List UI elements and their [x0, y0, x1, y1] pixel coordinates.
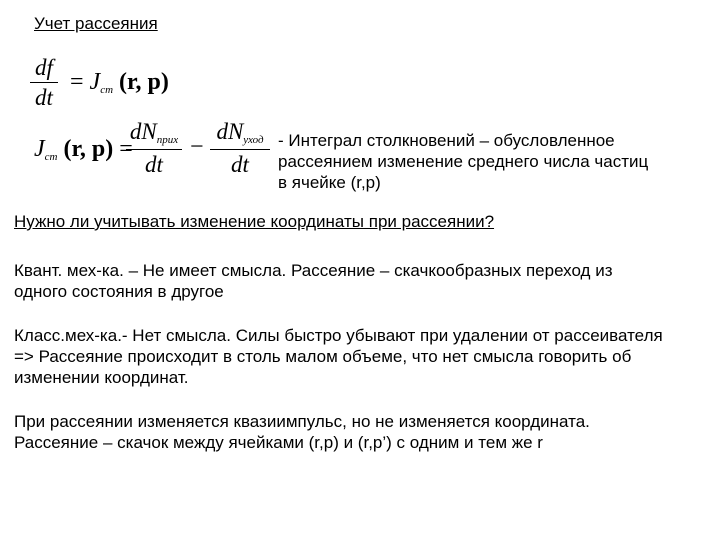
equals-sign: = — [119, 136, 133, 162]
collision-integral-subscript: ст — [100, 84, 114, 96]
formula-rhs — [70, 69, 169, 96]
paragraph-quasimomentum — [14, 411, 714, 453]
text-line: изменении координат. — [14, 368, 189, 387]
text-line: При рассеянии изменяется квазиимпульс, но не изменяется координата. — [14, 412, 590, 431]
collision-integral-symbol: J — [34, 136, 45, 162]
formula-lhs — [34, 136, 133, 163]
text-line: рассеянием изменение среднего числа частиц — [278, 152, 649, 171]
formula-arguments: (r, p) — [63, 136, 114, 162]
collision-integral-symbol: J — [89, 69, 101, 95]
formula-kinetic-equation — [30, 56, 230, 112]
fraction-bar — [210, 149, 270, 150]
formula-collision-integral — [34, 120, 274, 180]
fraction-numerator: $dN_{прих}$ — [129, 119, 179, 146]
fraction-denominator: dt — [35, 85, 53, 110]
minus-sign: − — [190, 134, 204, 160]
fraction-numerator: $dN_{уход}$ — [216, 119, 264, 146]
fraction-denominator: dt — [145, 152, 163, 177]
text-line: в ячейке (r,p) — [278, 173, 381, 192]
formula-arguments: (r, p) — [119, 69, 169, 95]
paragraph-quantum-mechanics — [14, 260, 714, 302]
paragraph-classical-mechanics — [14, 325, 714, 388]
question-heading: Нужно ли учитывать изменение координаты при рассеянии? — [14, 212, 495, 231]
text-line: Квант. мех-ка. – Не имеет смысла. Рассеяние – скачкообразных переход из — [14, 261, 613, 280]
fraction-denominator: dt — [231, 152, 249, 177]
text-line: - Интеграл столкновений – обусловленное — [278, 131, 615, 150]
fraction-arrival — [126, 120, 182, 176]
fraction-departure — [210, 120, 270, 176]
fraction-bar — [30, 82, 58, 83]
slide-title: Учет рассеяния — [34, 14, 158, 33]
collision-integral-description — [278, 130, 678, 193]
text-line: Класс.мех-ка.- Нет смысла. Силы быстро убывают при удалении от рассеивателя — [14, 326, 663, 345]
text-line: одного состояния в другое — [14, 282, 224, 301]
equals-sign: = — [70, 69, 84, 95]
text-line: => Рассеяние происходит в столь малом объеме, что нет смысла говорить об — [14, 347, 632, 366]
fraction-df-dt — [30, 56, 58, 109]
fraction-numerator: df — [35, 55, 53, 80]
text-line: Рассеяние – скачок между ячейками (r,p) и (r,p’) с одним и тем же r — [14, 433, 543, 452]
collision-integral-subscript: ст — [44, 151, 58, 163]
fraction-bar — [126, 149, 182, 150]
